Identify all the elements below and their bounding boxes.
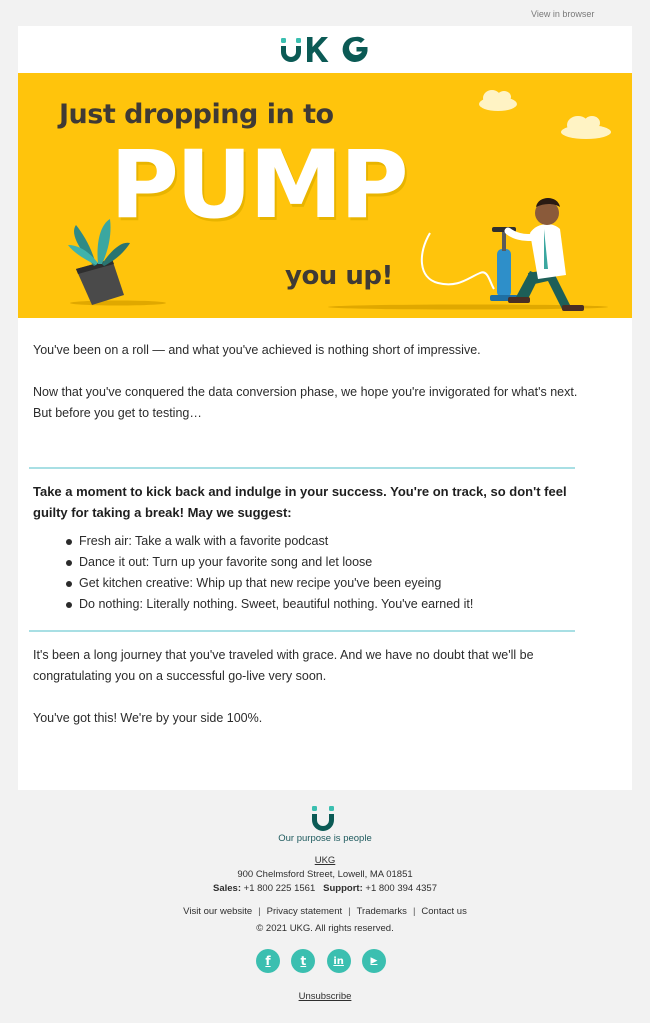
sales-label: Sales: (213, 883, 242, 894)
linkedin-icon[interactable]: in (327, 949, 351, 973)
ukg-logo[interactable] (279, 34, 371, 64)
privacy-statement-link[interactable]: Privacy statement (266, 906, 343, 917)
footer-links: Visit our website | Privacy statement | Trademarks | Contact us (183, 906, 467, 917)
body-paragraph-4: You've got this! We're by your side 100%. (33, 711, 263, 725)
address: 900 Chelmsford Street, Lowell, MA 01851 (237, 869, 413, 880)
lead-paragraph: Take a moment to kick back and indulge in your success. You're on track, so don't feel guilty for taking a break! May we suggest: (33, 484, 567, 520)
divider (29, 630, 575, 632)
contact-us-link[interactable]: Contact us (421, 906, 467, 917)
sales-phone[interactable]: +1 800 225 1561 (243, 883, 316, 894)
support-phone[interactable]: +1 800 394 4357 (365, 883, 437, 894)
hero-banner (18, 73, 632, 318)
tagline: Our purpose is people (278, 833, 372, 844)
body-paragraph-1: You've been on a roll — and what you've achieved is nothing short of impressive. (33, 343, 481, 357)
visit-website-link[interactable]: Visit our website (183, 906, 253, 917)
list-item: Get kitchen creative: Whip up that new recipe you've been eyeing (33, 573, 473, 594)
header-logo-bar (18, 26, 632, 72)
copyright: © 2021 UKG. All rights reserved. (256, 923, 394, 934)
ukg-mark-icon[interactable] (310, 804, 336, 832)
body-paragraph-2: Now that you've conquered the data conversion phase, we hope you're invigorated for what's next. But before you get to testing… (33, 385, 578, 420)
divider (29, 467, 575, 469)
person-illustration (508, 198, 584, 311)
hero-heading-line1: Just dropping in to (59, 99, 334, 130)
list-item: Dance it out: Turn up your favorite song and let loose (33, 552, 473, 573)
support-label: Support: (323, 883, 363, 894)
suggestion-list (33, 531, 473, 615)
hero-heading-pump: PUMP (110, 131, 406, 240)
cloud-icon (479, 90, 611, 139)
hero-heading-line3: you up! (285, 261, 393, 291)
contact-numbers (0, 883, 650, 894)
view-in-browser-link[interactable]: View in browser (531, 9, 595, 19)
list-item: Fresh air: Take a walk with a favorite podcast (33, 531, 473, 552)
list-item: Do nothing: Literally nothing. Sweet, beautiful nothing. You've earned it! (33, 594, 473, 615)
social-links (256, 949, 386, 973)
facebook-icon[interactable]: f (256, 949, 280, 973)
body-paragraph-3: It's been a long journey that you've traveled with grace. And we have no doubt that we'll be congratulating you on a successful go-live very soon. (33, 648, 534, 683)
unsubscribe-link[interactable]: Unsubscribe (298, 991, 352, 1002)
trademarks-link[interactable]: Trademarks (356, 906, 407, 917)
company-link[interactable]: UKG (314, 855, 336, 866)
twitter-icon[interactable]: t (291, 949, 315, 973)
youtube-icon[interactable]: ▶ (362, 949, 386, 973)
